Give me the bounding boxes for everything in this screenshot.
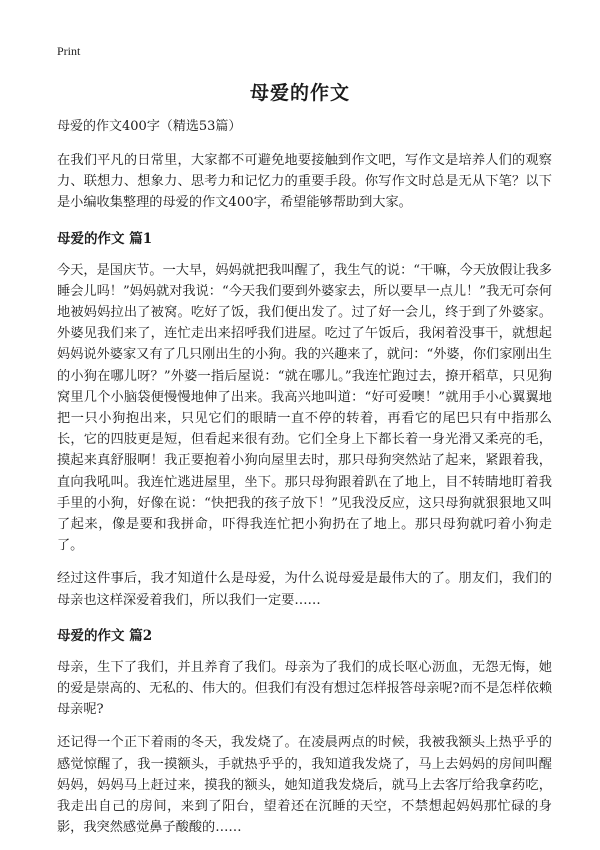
article-subtitle: 母爱的作文400字（精选53篇）	[57, 119, 242, 134]
page-title: 母爱的作文	[249, 82, 350, 104]
section-2-paragraph-2: 还记得一个正下着雨的冬天，我发烧了。在凌晨两点的时候，我被我额头上热乎乎的感觉惊醒了，我一摸额头，手就热乎乎的，我知道我发烧了，马上去妈妈的房间叫醒妈妈，妈妈马上赶过来，摸我的额头，她知道我发烧后，就马上去客厅给我拿药吃，我走出自己的房间，来到了阳台，望着还在沉睡的天空，不禁想起妈妈那忙碌的身影，我突然感觉鼻子酸酸的……	[57, 735, 552, 836]
print-link[interactable]: Print	[57, 44, 81, 58]
section-heading-1: 母爱的作文 篇1	[57, 230, 153, 247]
section-1-paragraph-1: 今天，是国庆节。一大早，妈妈就把我叫醒了，我生气的说：“干嘛，今天放假让我多睡会儿吗！”妈妈就对我说：“今天我们要到外婆家去，所以要早一点儿！”我无可奈何地被妈妈拉出了被窝。吃好了饭，我们便出发了。过了好一会儿，终于到了外婆家。外婆见我们来了，连忙走出来招呼我们进屋。吃过了午饭后，我闲着没事干，就想起妈妈说外婆家又有了几只刚出生的小狗。我的兴趣来了，就问：“外婆，你们家刚出生的小狗在哪儿呀？”外婆一指后屋说：“就在哪儿。”我连忙跑过去，撩开稻草，只见狗窝里几个小脑袋便慢慢地伸了出来。我高兴地叫道：“好可爱噢！”就用手小心翼翼地把一只小狗抱出来，只见它们的眼睛一直不停的转着，再看它的尾巴只有中指那么长，它的四肢更是短，但看起来很有劲。它们全身上下都长着一身光滑又柔亮的毛，摸起来真舒服啊！我正要抱着小狗向屋里去时，那只母狗突然站了起来，紧跟着我，直向我吼叫。我连忙逃进屋里，坐下。那只母狗跟着趴在了地上，目不转睛地盯着我手里的小狗，好像在说：“快把我的孩子放下！”见我没反应，这只母狗就狠狠地又叫了起来，像是要和我拼命，吓得我连忙把小狗扔在了地上。那只母狗就叼着小狗走了。	[57, 262, 552, 554]
section-2-paragraph-1: 母亲，生下了我们，并且养育了我们。母亲为了我们的成长呕心沥血，无怨无悔，她的爱是崇高的、无私的、伟大的。但我们有没有想过怎样报答母亲呢?而不是怎样依赖母亲呢?	[57, 659, 553, 718]
section-1-paragraph-2: 经过这件事后，我才知道什么是母爱，为什么说母爱是最伟大的了。朋友们，我们的母亲也这样深爱着我们，所以我们一定要……	[57, 571, 552, 608]
intro-paragraph: 在我们平凡的日常里，大家都不可避免地要接触到作文吧，写作文是培养人们的观察力、联想力、想象力、思考力和记忆力的重要手段。你写作文时总是无从下笔？以下是小编收集整理的母爱的作文400字，希望能够帮助到大家。	[57, 153, 552, 211]
article-body	[57, 118, 552, 850]
section-heading-2: 母爱的作文 篇2	[57, 627, 153, 644]
